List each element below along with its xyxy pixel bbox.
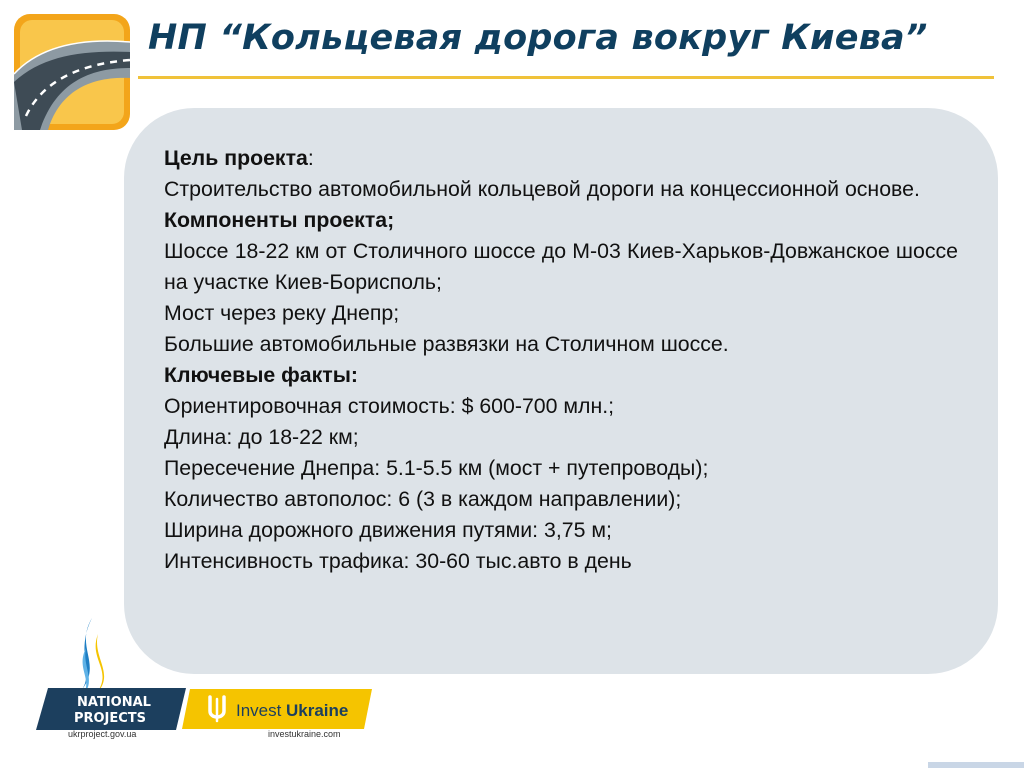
road-curve-icon xyxy=(12,12,132,132)
national-projects-logo xyxy=(34,614,194,742)
ukraine-word: Ukraine xyxy=(286,701,349,720)
facts-heading: Ключевые факты: xyxy=(164,363,359,387)
fact-item: Интенсивность трафика: 30-60 тыс.авто в день xyxy=(164,549,632,573)
goal-text: Строительство автомобильной кольцевой дороги на концессионной основе. xyxy=(164,177,920,201)
fact-item: Пересечение Днепра: 5.1-5.5 км (мост + путепроводы); xyxy=(164,456,709,480)
invest-word: Invest xyxy=(236,701,282,720)
invest-ukraine-url[interactable]: investukraine.com xyxy=(268,729,341,739)
invest-ukraine-logo xyxy=(182,689,372,729)
goal-heading-line xyxy=(164,143,958,174)
corner-decoration xyxy=(928,762,1024,768)
slide-title: НП “Кольцевая дорога вокруг Киева” xyxy=(148,18,928,58)
fact-item: Ориентировочная стоимость: $ 600-700 млн.; xyxy=(164,394,615,418)
goal-heading: Цель проекта xyxy=(164,146,308,170)
np-line2: PROJECTS xyxy=(73,711,147,726)
fact-item: Ширина дорожного движения путями: 3,75 м; xyxy=(164,518,612,542)
component-item: Большие автомобильные развязки на Столичном шоссе. xyxy=(164,332,729,356)
fact-item: Длина: до 18-22 км; xyxy=(164,425,359,449)
components-heading: Компоненты проекта; xyxy=(164,208,395,232)
fact-item: Количество автополос: 6 (3 в каждом направлении); xyxy=(164,487,682,511)
national-projects-url[interactable]: ukrproject.gov.ua xyxy=(68,729,137,739)
component-item: Мост через реку Днепр; xyxy=(164,301,400,325)
content-body xyxy=(164,143,958,577)
goal-heading-colon: : xyxy=(307,146,314,170)
np-line1: NATIONAL xyxy=(77,695,151,710)
title-divider xyxy=(138,76,994,79)
component-item: Шоссе 18-22 км от Столичного шоссе до М-03 Киев-Харьков-Довжанское шоссе на участке Киев-Борисполь; xyxy=(164,239,958,294)
